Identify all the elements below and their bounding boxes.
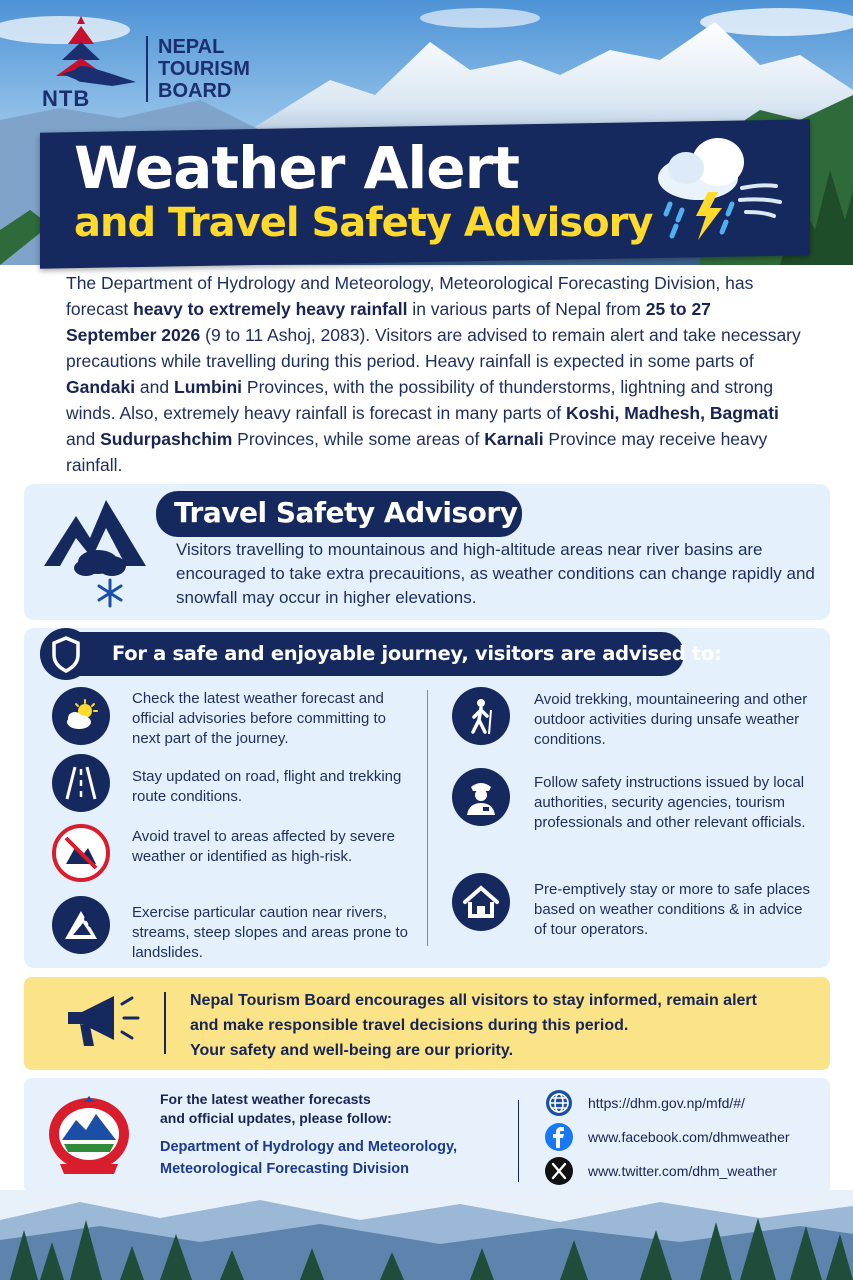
hiker-icon	[452, 687, 510, 745]
government-emblem-icon	[44, 1094, 134, 1178]
footer-forest-scene	[0, 1190, 853, 1280]
link-facebook[interactable]	[544, 1122, 790, 1152]
travel-safety-text: Visitors travelling to mountainous and high-altitude areas near river basins are encouraged to take extra precauitions, as weather conditions can change rapidly and snowfall may occur in higher elevations.	[176, 540, 815, 607]
x-icon	[544, 1156, 574, 1186]
link-twitter[interactable]	[544, 1156, 777, 1186]
intro-text-4: and	[135, 377, 174, 397]
link-facebook-text[interactable]: www.facebook.com/dhmweather	[588, 1129, 790, 1145]
intro-text-1: The Department of Hydrology and Meteorology, Meteorological Forecasting Division, has forecast	[66, 273, 754, 319]
logo-abbr: NTB	[42, 86, 91, 111]
shield-badge	[40, 628, 92, 680]
intro-text-7: Provinces, while some areas of	[232, 429, 485, 449]
intro-bold-dates: 25 to 27 September 2026	[66, 299, 711, 345]
logo-name-line3: BOARD	[158, 80, 232, 102]
follow-instructions	[160, 1090, 500, 1128]
intro-text-3: (9 to 11 Ashoj, 2083). Visitors are advised to remain alert and take necessary precautions while travelling during this period. Heavy rainfall is expected in some parts of	[66, 325, 801, 371]
ntb-logo	[42, 16, 138, 112]
house-icon	[452, 873, 510, 931]
advice-item-route: Stay updated on road, flight and trekking route conditions.	[132, 768, 402, 805]
priority-divider	[164, 992, 166, 1054]
intro-bold-provinces: Koshi, Madhesh, Bagmati	[565, 403, 779, 423]
advice-item-landslide: Exercise particular caution near rivers, streams, steep slopes and areas prone to landslides.	[132, 904, 408, 961]
advice-heading-text: For a safe and enjoyable journey, visitors are advised to:	[112, 642, 722, 665]
department-line1: Department of Hydrology and Meteorology,	[160, 1139, 458, 1155]
advice-item-authorities: Follow safety instructions issued by local authorities, security agencies, tourism professionals and other relevant officials.	[534, 774, 806, 831]
page-subtitle: and Travel Safety Advisory	[74, 200, 653, 246]
officer-icon	[452, 768, 510, 826]
intro-text-8: Province may receive heavy rainfall.	[66, 429, 768, 475]
link-twitter-text[interactable]: www.twitter.com/dhm_weather	[588, 1163, 778, 1179]
department-line2: Meteorological Forecasting Division	[160, 1161, 409, 1177]
intro-bold-karnali: Karnali	[484, 429, 544, 449]
storm-icon	[648, 130, 788, 250]
advice-item-high-risk: Avoid travel to areas affected by severe weather or identified as high-risk.	[132, 828, 395, 865]
logo-name-line1: NEPAL	[158, 36, 225, 58]
logo-divider	[146, 36, 148, 102]
intro-bold-lumbini: Lumbini	[174, 377, 243, 397]
intro-paragraph	[66, 270, 806, 478]
travel-safety-heading	[156, 491, 522, 537]
advice-heading	[40, 632, 722, 676]
intro-text-5: Provinces, with the possibility of thunderstorms, lightning and strong winds. Also, extremely heavy rainfall is forecast in many parts of	[66, 377, 774, 423]
link-website-text[interactable]: https://dhm.gov.np/mfd/#/	[588, 1095, 745, 1111]
intro-text-2: in various parts of Nepal from	[407, 299, 646, 319]
megaphone-icon	[62, 988, 146, 1058]
intro-bold-gandaki: Gandaki	[66, 377, 136, 397]
no-mountain-icon	[52, 824, 110, 882]
follow-line2: and official updates, please follow:	[160, 1110, 392, 1126]
mountain-snow-icon	[42, 498, 152, 610]
link-website[interactable]	[544, 1088, 745, 1118]
travel-safety-heading-text: Travel Safety Advisory	[174, 496, 518, 529]
facebook-icon	[544, 1122, 574, 1152]
globe-icon	[544, 1088, 574, 1118]
advice-item-safe-places: Pre-emptively stay or more to safe places based on weather conditions & in advice of tour operators.	[534, 881, 810, 938]
logo-name	[158, 36, 250, 102]
advice-item-outdoor: Avoid trekking, mountaineering and other outdoor activities during unsafe weather conditions.	[534, 691, 808, 748]
priority-message	[190, 988, 810, 1063]
intro-bold-sudurpashchim: Sudurpashchim	[100, 429, 233, 449]
sun-cloud-icon	[52, 687, 110, 745]
intro-text-6: and	[66, 429, 101, 449]
landslide-warning-icon	[52, 896, 110, 954]
department-name	[160, 1136, 500, 1180]
follow-line1: For the latest weather forecasts	[160, 1091, 371, 1107]
road-icon	[52, 754, 110, 812]
follow-divider	[518, 1100, 519, 1182]
priority-line1: Nepal Tourism Board encourages all visitors to stay informed, remain alert	[190, 992, 757, 1009]
page-title: Weather Alert	[74, 134, 519, 202]
priority-line2: and make responsible travel decisions during this period.	[190, 1017, 629, 1034]
advice-item-forecast: Check the latest weather forecast and official advisories before committing to next part of the journey.	[132, 690, 387, 747]
priority-line3: Your safety and well-being are our priority.	[190, 1042, 514, 1059]
column-divider	[427, 690, 428, 946]
shield-icon	[40, 628, 92, 680]
intro-bold-rainfall: heavy to extremely heavy rainfall	[133, 299, 408, 319]
logo-name-line2: TOURISM	[158, 58, 250, 80]
